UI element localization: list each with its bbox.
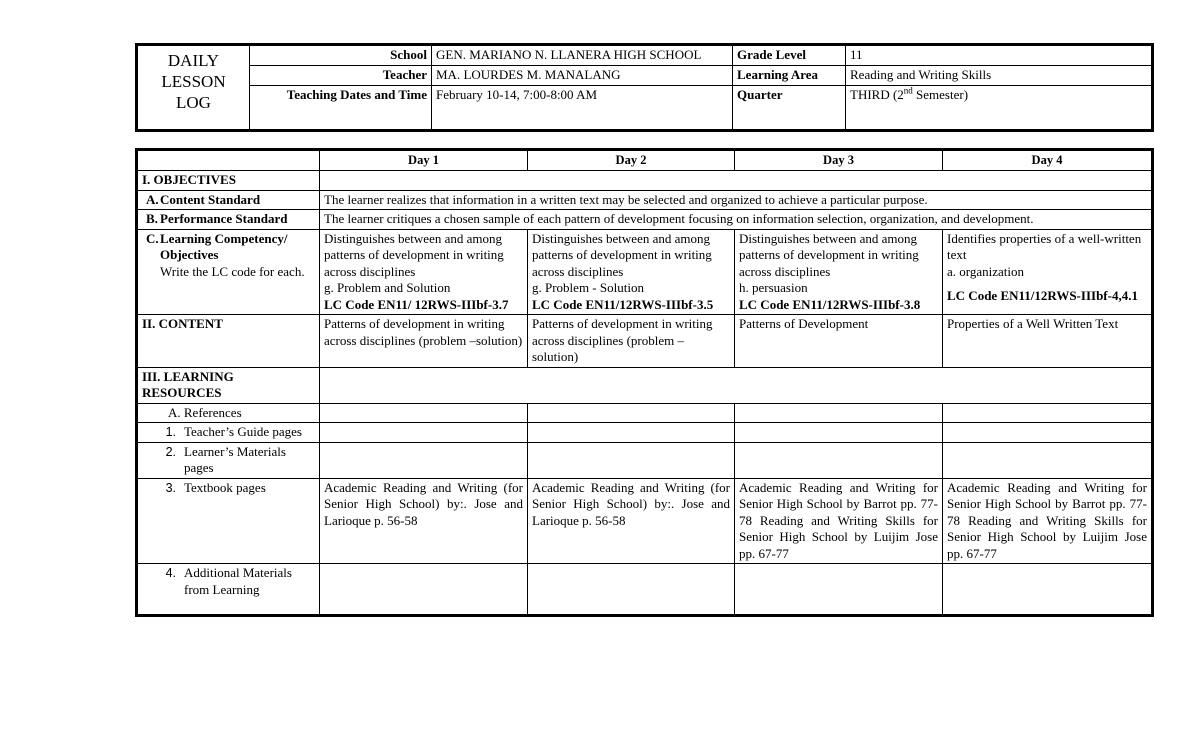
content-standard-text: The learner realizes that information in a written text may be selected and organized to achieve a particular purpose. (320, 190, 1153, 210)
learning-area-value: Reading and Writing Skills (846, 65, 1153, 85)
performance-standard-text: The learner critiques a chosen sample of each pattern of development focusing on information selection, organization, and development. (320, 210, 1153, 230)
school-value: GEN. MARIANO N. LLANERA HIGH SCHOOL (432, 45, 733, 66)
references-day-4 (943, 403, 1153, 423)
content-heading: II. CONTENT (137, 315, 320, 368)
competency-day-4: Identifies properties of a well-written text a. organization LC Code EN11/12RWS-IIIbf-4,4.1 (943, 229, 1153, 315)
teachers-guide-day-2 (528, 423, 735, 443)
additional-materials-label: 4. Additional Materials from Learning (137, 564, 320, 616)
objectives-heading: I. OBJECTIVES (137, 171, 320, 191)
additional-materials-day-3 (735, 564, 943, 616)
grade-level-value: 11 (846, 45, 1153, 66)
content-day-4: Properties of a Well Written Text (943, 315, 1153, 368)
teachers-guide-day-1 (320, 423, 528, 443)
blank-header-cell (137, 150, 320, 171)
learning-resources-heading: III. LEARNING RESOURCES (137, 367, 320, 403)
content-standard-label: A. Content Standard (137, 190, 320, 210)
objectives-blank (320, 171, 1153, 191)
header-table (135, 43, 1154, 132)
textbook-pages-label: 3. Textbook pages (137, 478, 320, 564)
learning-area-label: Learning Area (733, 65, 846, 85)
learners-materials-day-1 (320, 442, 528, 478)
content-day-3: Patterns of Development (735, 315, 943, 368)
quarter-value: THIRD (2nd Semester) (846, 85, 1153, 130)
learning-resources-blank (320, 367, 1153, 403)
day-2-header: Day 2 (528, 150, 735, 171)
teaching-dates-label: Teaching Dates and Time (250, 85, 432, 130)
references-label: A. References (137, 403, 320, 423)
textbook-day-2: Academic Reading and Writing (for Senior High School) by:. Jose and Larioque p. 56-58 (528, 478, 735, 564)
additional-materials-day-2 (528, 564, 735, 616)
additional-materials-day-1 (320, 564, 528, 616)
lesson-table (135, 148, 1154, 617)
teaching-dates-value: February 10-14, 7:00-8:00 AM (432, 85, 733, 130)
day-3-header: Day 3 (735, 150, 943, 171)
references-day-3 (735, 403, 943, 423)
references-day-1 (320, 403, 528, 423)
day-4-header: Day 4 (943, 150, 1153, 171)
additional-materials-day-4 (943, 564, 1153, 616)
learners-materials-day-3 (735, 442, 943, 478)
content-day-1: Patterns of development in writing across disciplines (problem –solution) (320, 315, 528, 368)
teachers-guide-label: 1. Teacher’s Guide pages (137, 423, 320, 443)
teacher-label: Teacher (250, 65, 432, 85)
performance-standard-label: B. Performance Standard (137, 210, 320, 230)
teachers-guide-day-3 (735, 423, 943, 443)
learning-competency-label: C. Learning Competency/ Objectives Write the LC code for each. (137, 229, 320, 315)
textbook-day-1: Academic Reading and Writing (for Senior High School) by:. Jose and Larioque p. 56-58 (320, 478, 528, 564)
competency-day-3: Distinguishes between and among patterns of development in writing across disciplines h. persuasion LC Code EN11/12RWS-IIIbf-3.8 (735, 229, 943, 315)
grade-level-label: Grade Level (733, 45, 846, 66)
day-1-header: Day 1 (320, 150, 528, 171)
school-label: School (250, 45, 432, 66)
competency-day-1: Distinguishes between and among patterns of development in writing across disciplines g. Problem and Solution LC Code EN11/ 12RWS-IIIbf-3.7 (320, 229, 528, 315)
quarter-label: Quarter (733, 85, 846, 130)
content-day-2: Patterns of development in writing across disciplines (problem –solution) (528, 315, 735, 368)
teachers-guide-day-4 (943, 423, 1153, 443)
textbook-day-4: Academic Reading and Writing for Senior High School by Barrot pp. 77-78 Reading and Writing Skills for Senior High School by Luijim Jose pp. 67-77 (943, 478, 1153, 564)
learners-materials-day-4 (943, 442, 1153, 478)
teacher-value: MA. LOURDES M. MANALANG (432, 65, 733, 85)
competency-day-2: Distinguishes between and among patterns of development in writing across disciplines g. Problem - Solution LC Code EN11/12RWS-IIIbf-3.5 (528, 229, 735, 315)
daily-lesson-log-title: DAILY LESSON LOG (137, 45, 250, 131)
learners-materials-day-2 (528, 442, 735, 478)
references-day-2 (528, 403, 735, 423)
textbook-day-3: Academic Reading and Writing for Senior High School by Barrot pp. 77-78 Reading and Writing Skills for Senior High School by Luijim Jose pp. 67-77 (735, 478, 943, 564)
learners-materials-label: 2. Learner’s Materials pages (137, 442, 320, 478)
